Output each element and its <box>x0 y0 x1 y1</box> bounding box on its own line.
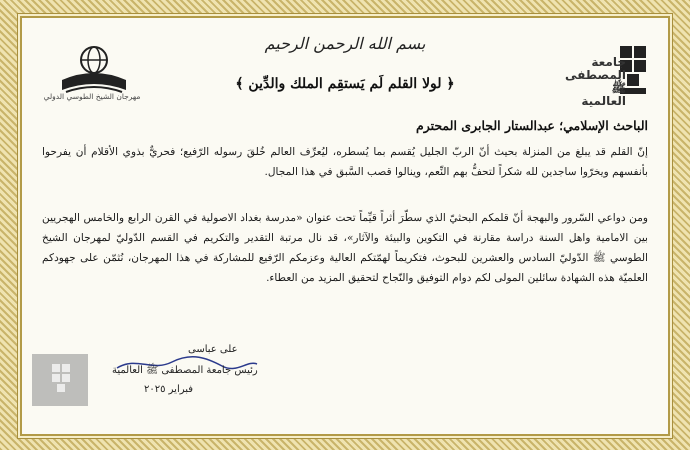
body-paragraph-1: إنّ القلم قد يبلغ من المنزلة بحيث أنّ الربّ الجليل يُقسم بما يُسطره، ليُعرِّف العالم خُلقَ رسوله الرّفيع؛ فحريٌّ بذوي الأقلام أن يفرحوا بأنفسهم ويخرّوا ساجدين لله شكراً لتحفُّ بهم النِّعم، وينالوا قصب السَّبق في هذا المجال. <box>42 146 648 178</box>
festival-logo-caption: مهرجان الشيخ الطوسي الدولي <box>43 92 141 101</box>
recipient-salutation: الباحث الإسلامي؛ عبدالستار الجابری المحترم <box>415 118 648 133</box>
certificate-paper <box>22 18 668 434</box>
bismillah: بسم الله الرحمن الرحيم <box>264 34 426 53</box>
signatory-name: علی عباسی <box>188 344 238 355</box>
certificate-motto: ﴿ لولا القلم لَم يَستقِم الملك والدِّين ﴾ <box>235 76 455 92</box>
university-logo-text: جامعة المصطفى ﷺ العالمية <box>565 55 626 108</box>
certificate-date: فبراير ٢٠٢٥ <box>144 384 194 395</box>
signatory-title: رئيس جامعة المصطفى ﷺ العالمية <box>112 365 258 376</box>
university-stamp-icon <box>30 352 90 408</box>
body-paragraph-2: ومن دواعي السّرور والبهجة أنّ قلمكم البحثيّ الذي سطّرَ أثراً قيِّماً تحت عنوان «مدرسة بغداد الاصولية في القرن الرابع والخامس الهجريين بين الامامية واهل السنة دراسة مقارنة في التكوين والبيئة والآثار»، قد نال مرتبة التقدير والتكريم في القسم الدّوليّ لمهرجان الشيخ الطوسي ﷺ الدّوليّ السادس والعشرين للبحوث، فتكريماً لهمّتكم العالية وعزمكم الرّفيع للمشاركة في هذا المهرجان، نُثمّن على جهودكم العلميّة هذه الشهادة سائلين المولى لكم دوام التوفيق والنّجاح لتحقيق المزيد من العطاء. <box>42 212 648 284</box>
